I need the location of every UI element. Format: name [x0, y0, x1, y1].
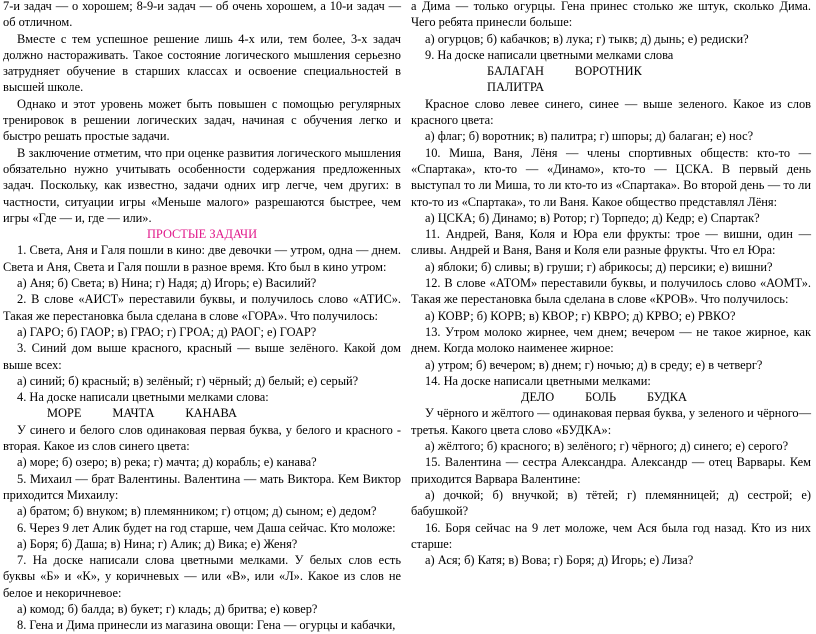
paragraph: У синего и белого слов одинаковая первая буква, у белого и красного - вторая. Какое из слов синего цвета:: [3, 422, 401, 454]
chalk-words-4: МОРЕ МАЧТА КАНАВА: [47, 406, 237, 421]
paragraph: а) КОВР; б) КОРВ; в) КВОР; г) КВРО; д) КРВО; е) РВКО?: [425, 308, 736, 323]
chalk-words-14: ДЕЛО БОЛЬ БУДКА: [521, 390, 687, 405]
paragraph: 7-и задач — о хорошем; 8-9-и задач — об очень хорошем, а 10-и задач — об отличном.: [3, 0, 401, 30]
paragraph: а) ЦСКА; б) Динамо; в) Ротор; г) Торпедо; д) Кедр; е) Спартак?: [425, 210, 760, 225]
paragraph: а) Аня; б) Света; в) Нина; г) Надя; д) Игорь; е) Василий?: [17, 276, 317, 291]
paragraph: Однако и этот уровень может быть повышен с помощью регулярных тренировок в решении логических задач, начиная с обучения легко и быстро решать простые задачи.: [3, 96, 401, 144]
paragraph: а) огурцов; б) кабачков; в) лука; г) тыкв; д) дынь; е) редиски?: [425, 31, 749, 46]
paragraph: 11. Андрей, Ваня, Коля и Юра ели фрукты: трое — вишни, один — сливы. Андрей и Ваня, Ваня и Коля ели разные фрукты. Что ел Юра:: [411, 227, 811, 258]
paragraph: а) ГАРО; б) ГАОР; в) ГРАО; г) ГРОА; д) РАОГ; е) ГОАР?: [17, 324, 317, 339]
paragraph: 7. На доске написали слова цветными мелками. У белых слов есть буквы «Б» и «К», у коричневых — или «В», или «Л». Какое из слов не белое и некоричневое:: [3, 553, 401, 600]
paragraph: 16. Боря сейчас на 9 лет моложе, чем Ася была год назад. Кто из них старше:: [411, 520, 811, 551]
paragraph: а) братом; б) внуком; в) племянником; г) отцом; д) сыном; е) дедом?: [17, 504, 377, 519]
paragraph: 14. На доске написали цветными мелками:: [425, 373, 651, 388]
paragraph: 8. Гена и Дима принесли из магазина овощи: Гена — огурцы и кабачки,: [17, 618, 396, 633]
tasks-block-5: [411, 405, 811, 568]
paragraph: 13. Утром молоко жирнее, чем днем; вечером — не такое жирное, как днем. Когда молоко наименее жирное:: [411, 324, 811, 356]
paragraph: Вместе с тем успешное решение лишь 4-х или, тем более, 3-х задач должно настораживать. Такое состояние логического мышления серьезно затрудняет обучение в старших классах и освоение специальностей в высшей школе.: [3, 31, 401, 95]
tasks-block-4: [411, 96, 811, 389]
tasks-block-3: [411, 0, 811, 63]
paragraph: а) комод; б) балда; в) букет; г) кладь; д) бритва; е) ковер?: [17, 601, 318, 616]
chalk-words-9a: БАЛАГАН ВОРОТНИК: [487, 64, 642, 79]
section-heading: ПРОСТЫЕ ЗАДАЧИ: [146, 227, 258, 242]
paragraph: а) синий; б) красный; в) зелёный; г) чёрный; д) белый; е) серый?: [17, 373, 359, 388]
paragraph: В заключение отметим, что при оценке развития логического мышления обязательно нужно учитывать особенности содержания предложенных задач. Поскольку, как известно, задачи одних игр легче, чем других: в частности, ситуации игры «Меньше малого» разрешаются быстрее, чем игры «Где — и, где — или».: [3, 145, 401, 225]
intro-block: [3, 0, 401, 226]
left-column: [3, 0, 401, 634]
paragraph: а) яблоки; б) сливы; в) груши; г) абрикосы; д) персики; е) вишни?: [425, 259, 773, 274]
paragraph: 3. Синий дом выше красного, красный — выше зелёного. Какой дом выше всех:: [3, 341, 401, 372]
paragraph: У чёрного и жёлтого — одинаковая первая буква, у зеленого и чёрного— третья. Какого цвета слово «БУДКА»:: [411, 406, 811, 437]
tasks-block-1: [3, 242, 401, 405]
paragraph: Красное слово левее синего, синее — выше зеленого. Какое из слов красного цвета:: [411, 96, 811, 128]
paragraph: а) море; б) озеро; в) река; г) мачта; д) корабль; е) канава?: [17, 455, 317, 470]
paragraph: 15. Валентина — сестра Александра. Александр — отец Варвары. Кем приходится Варвара Валентине:: [411, 455, 811, 486]
paragraph: 6. Через 9 лет Алик будет на год старше, чем Даша сейчас. Кто моложе:: [17, 520, 396, 535]
chalk-words-9b: ПАЛИТРА: [487, 80, 545, 95]
paragraph: а Дима — только огурцы. Гена принес столько же штук, сколько Дима. Чего ребята принесли больше:: [411, 0, 811, 30]
paragraph: а) флаг; б) воротник; в) палитра; г) шпоры; д) балаган; е) нос?: [425, 129, 754, 144]
paragraph: 4. На доске написали цветными мелками слова:: [17, 390, 269, 405]
paragraph: а) жёлтого; б) красного; в) зелёного; г) чёрного; д) синего; е) серого?: [425, 439, 789, 454]
paragraph: 2. В слове «АИСТ» переставили буквы, и получилось слово «АТИС». Такая же перестановка была сделана в слове «ГОРА». Что получилось:: [3, 292, 401, 323]
right-column: [411, 0, 811, 568]
paragraph: а) Ася; б) Катя; в) Вова; г) Боря; д) Игорь; е) Лиза?: [425, 553, 694, 568]
paragraph: 12. В слове «АТОМ» переставили буквы, и получилось слово «АОМТ». Такая же перестановка была сделана в слове «КРОВ». Что получилось:: [411, 276, 811, 307]
paragraph: а) утром; б) вечером; в) днем; г) ночью; д) в среду; е) в четверг?: [425, 357, 763, 372]
paragraph: 1. Света, Аня и Галя пошли в кино: две девочки — утром, одна — днем. Света и Аня, Света и Галя пошли в разное время. Кто был в кино утром:: [3, 243, 401, 274]
tasks-block-2: [3, 422, 401, 634]
paragraph: 9. На доске написали цветными мелками слова: [425, 47, 674, 62]
paragraph: а) дочкой; б) внучкой; в) тётей; г) племянницей; д) сестрой; е) бабушкой?: [411, 487, 811, 519]
paragraph: 10. Миша, Ваня, Лёня — члены спортивных обществ: кто-то — «Спартака», кто-то — «Динамо», кто-то — ЦСКА. В первый день выступал то ли Миша, то ли кто-то из «Спартака». Во второй день — то ли кто-то из «Спартака», то ли Ваня. Какое общество представлял Лёня:: [411, 145, 811, 209]
paragraph: а) Боря; б) Даша; в) Нина; г) Алик; д) Вика; е) Женя?: [17, 536, 298, 551]
paragraph: 5. Михаил — брат Валентины. Валентина — мать Виктора. Кем Виктор приходится Михаилу:: [3, 471, 401, 502]
